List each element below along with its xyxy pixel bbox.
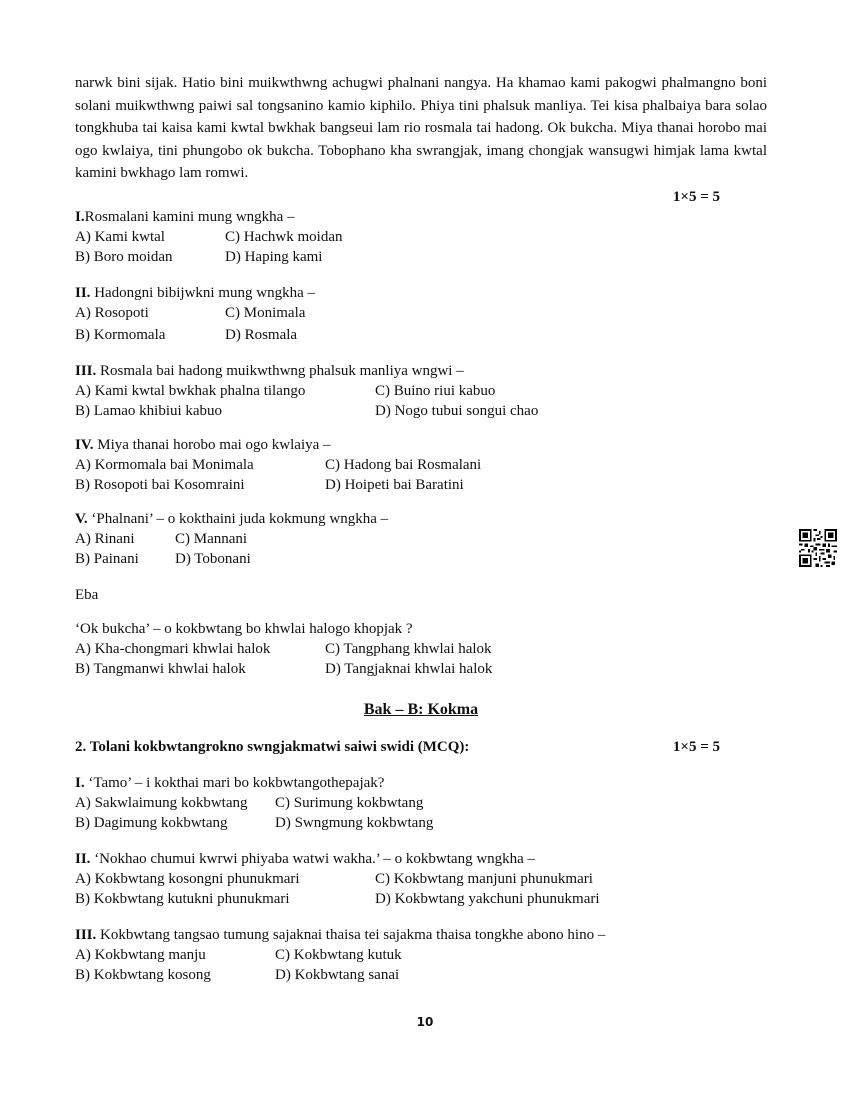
question-text: ‘Ok bukcha’ – o kokbwtang bo khwlai halogo khopjak ? xyxy=(75,620,413,637)
question-text: ‘Tamo’ – i kokthai mari bo kokbwtangothepajak? xyxy=(84,774,385,791)
option-b: B) Dagimung kokbwtang xyxy=(75,814,228,831)
question-text: Kokbwtang tangsao tumung sajaknai thaisa tei sajakma thaisa tongkhe abono hino – xyxy=(96,926,606,943)
question-2 xyxy=(75,283,767,345)
option-b: B) Tangmanwi khwlai halok xyxy=(75,660,246,677)
option-d: D) Rosmala xyxy=(225,326,298,343)
marks-label: 1×5 = 5 xyxy=(672,738,720,755)
option-b: B) Kokbwtang kosong xyxy=(75,966,211,983)
question-text: ‘Nokhao chumui kwrwi phiyaba watwi wakha.’ – o kokbwtang wngkha – xyxy=(90,850,536,867)
page-content xyxy=(75,72,767,985)
option-a: A) Rinani xyxy=(75,530,135,547)
option-c: C) Tangphang khwlai halok xyxy=(325,640,492,657)
qr-code-icon xyxy=(799,529,837,567)
option-d: D) Tobonani xyxy=(175,550,251,567)
option-a: A) Sakwlaimung kokbwtang xyxy=(75,794,248,811)
mcq-header xyxy=(75,737,767,757)
question-number: I. xyxy=(75,208,85,225)
option-c: C) Hadong bai Rosmalani xyxy=(325,456,482,473)
option-b: B) Kokbwtang kutukni phunukmari xyxy=(75,890,290,907)
option-c: C) Monimala xyxy=(225,304,306,321)
option-c: C) Mannani xyxy=(175,530,248,547)
option-a: A) Kami kwtal xyxy=(75,228,165,245)
option-b: B) Boro moidan xyxy=(75,248,173,265)
question-number: III. xyxy=(75,362,97,379)
option-d: D) Kokbwtang sanai xyxy=(275,966,400,983)
mcq-instruction: 2. Tolani kokbwtangrokno swngjakmatwi saiwi swidi (MCQ): xyxy=(75,738,470,755)
question-5 xyxy=(75,509,767,569)
question-text: Miya thanai horobo mai ogo kwlaiya – xyxy=(93,436,331,453)
question-4 xyxy=(75,435,767,495)
option-b: B) Painani xyxy=(75,550,139,567)
question-1 xyxy=(75,207,767,267)
option-a: A) Kormomala bai Monimala xyxy=(75,456,254,473)
question-number: II. xyxy=(75,284,91,301)
option-d: D) Haping kami xyxy=(225,248,323,265)
option-c: C) Kokbwtang kutuk xyxy=(275,946,402,963)
option-b: B) Kormomala xyxy=(75,326,166,343)
question-alternative xyxy=(75,619,767,679)
question-number: II. xyxy=(75,850,91,867)
question-text: ‘Phalnani’ – o kokthaini juda kokmung wngkha – xyxy=(87,510,389,527)
question-text: Hadongni bibijwkni mung wngkha – xyxy=(90,284,316,301)
option-a: A) Kami kwtal bwkhak phalna tilango xyxy=(75,382,306,399)
passage-text: narwk bini sijak. Hatio bini muikwthwng achugwi phalnani nangya. Ha khamao kami pakogwi phalmangno boni solani muikwthwng paiwi sal tongsanino kamio kiphilo. Phiya tini phalsuk manliya. Tei kisa phalbaiya bara solao tongkhuba tai kaisa kami kwtal bwkhak bangseui lam rio rosmala tai hadong. Ok bukcha. Miya thanai horobo mai ogo kwlaiya, tini phungobo ok bukcha. Tobophano kha swrangjak, imang chongjak wansugwi himjak lama kwtal kamini bwkhago lam romwi. xyxy=(75,75,767,181)
option-d: D) Swngmung kokbwtang xyxy=(275,814,434,831)
section-title: Bak – B: Kokma xyxy=(363,700,479,718)
question-number: III. xyxy=(75,926,97,943)
question-number: I. xyxy=(75,774,85,791)
option-a: A) Kokbwtang kosongni phunukmari xyxy=(75,870,300,887)
option-d: D) Kokbwtang yakchuni phunukmari xyxy=(375,890,600,907)
page-number: 10 xyxy=(416,1015,434,1029)
option-a: A) Kokbwtang manju xyxy=(75,946,206,963)
option-c: C) Kokbwtang manjuni phunukmari xyxy=(375,870,593,887)
mcq-question-2 xyxy=(75,849,767,909)
option-c: C) Surimung kokbwtang xyxy=(275,794,424,811)
question-3 xyxy=(75,361,767,421)
option-b: B) Lamao khibiui kabuo xyxy=(75,402,223,419)
option-c: C) Hachwk moidan xyxy=(225,228,343,245)
option-d: D) Hoipeti bai Baratini xyxy=(325,476,464,493)
mcq-question-3 xyxy=(75,925,767,985)
option-d: D) Nogo tubui songui chao xyxy=(375,402,539,419)
question-text: Rosmala bai hadong muikwthwng phalsuk manliya wngwi – xyxy=(96,362,464,379)
option-a: A) Kha-chongmari khwlai halok xyxy=(75,640,271,657)
question-number: V. xyxy=(75,510,88,527)
eba-label: Eba xyxy=(75,586,99,603)
option-b: B) Rosopoti bai Kosomraini xyxy=(75,476,245,493)
question-number: IV. xyxy=(75,436,94,453)
question-text: Rosmalani kamini mung wngkha – xyxy=(84,208,295,225)
option-a: A) Rosopoti xyxy=(75,304,149,321)
mcq-question-1 xyxy=(75,773,767,833)
option-d: D) Tangjaknai khwlai halok xyxy=(325,660,493,677)
marks-label: 1×5 = 5 xyxy=(672,188,720,205)
option-c: C) Buino riui kabuo xyxy=(375,382,496,399)
